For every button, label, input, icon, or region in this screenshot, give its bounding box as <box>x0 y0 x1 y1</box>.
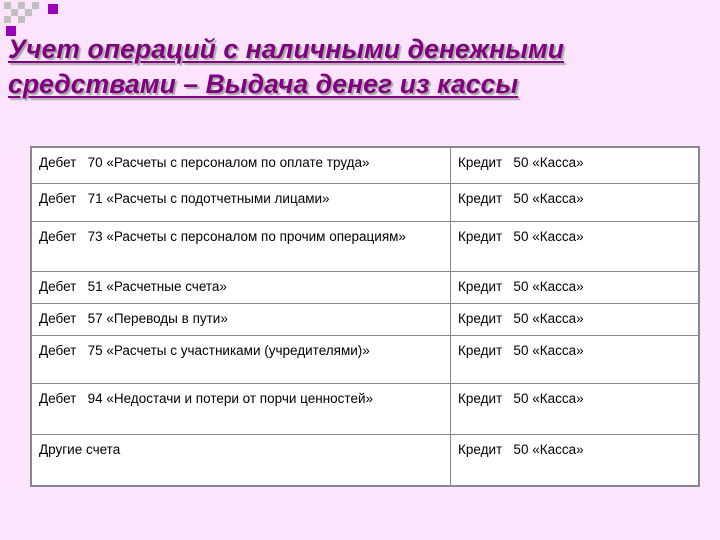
debit-cell: Дебет 51 «Расчетные счета» <box>31 271 451 303</box>
table-row <box>31 183 699 221</box>
debit-cell: Дебет 57 «Переводы в пути» <box>31 303 451 335</box>
table-row <box>31 271 699 303</box>
debit-cell: Другие счета <box>31 434 451 486</box>
debit-cell: Дебет 75 «Расчеты с участниками (учредителями)» <box>31 335 451 383</box>
credit-cell: Кредит 50 «Касса» <box>451 434 700 486</box>
table-row <box>31 147 699 183</box>
page-title <box>8 32 718 102</box>
credit-cell: Кредит 50 «Касса» <box>451 147 700 183</box>
debit-cell: Дебет 73 «Расчеты с персоналом по прочим операциям» <box>31 221 451 271</box>
page-title-line-2: средствами – Выдача денег из кассы <box>8 69 519 99</box>
table-row <box>31 303 699 335</box>
credit-cell: Кредит 50 «Касса» <box>451 183 700 221</box>
cash-operations-table <box>30 146 700 487</box>
table-row <box>31 335 699 383</box>
page-title-line-1: Учет операций с наличными денежными <box>8 34 564 64</box>
credit-cell: Кредит 50 «Касса» <box>451 383 700 434</box>
table-row <box>31 383 699 434</box>
debit-cell: Дебет 71 «Расчеты с подотчетными лицами» <box>31 183 451 221</box>
credit-cell: Кредит 50 «Касса» <box>451 303 700 335</box>
debit-cell: Дебет 70 «Расчеты с персоналом по оплате труда» <box>31 147 451 183</box>
credit-cell: Кредит 50 «Касса» <box>451 271 700 303</box>
table-row <box>31 434 699 486</box>
table-row <box>31 221 699 271</box>
debit-cell: Дебет 94 «Недостачи и потери от порчи ценностей» <box>31 383 451 434</box>
credit-cell: Кредит 50 «Касса» <box>451 221 700 271</box>
credit-cell: Кредит 50 «Касса» <box>451 335 700 383</box>
